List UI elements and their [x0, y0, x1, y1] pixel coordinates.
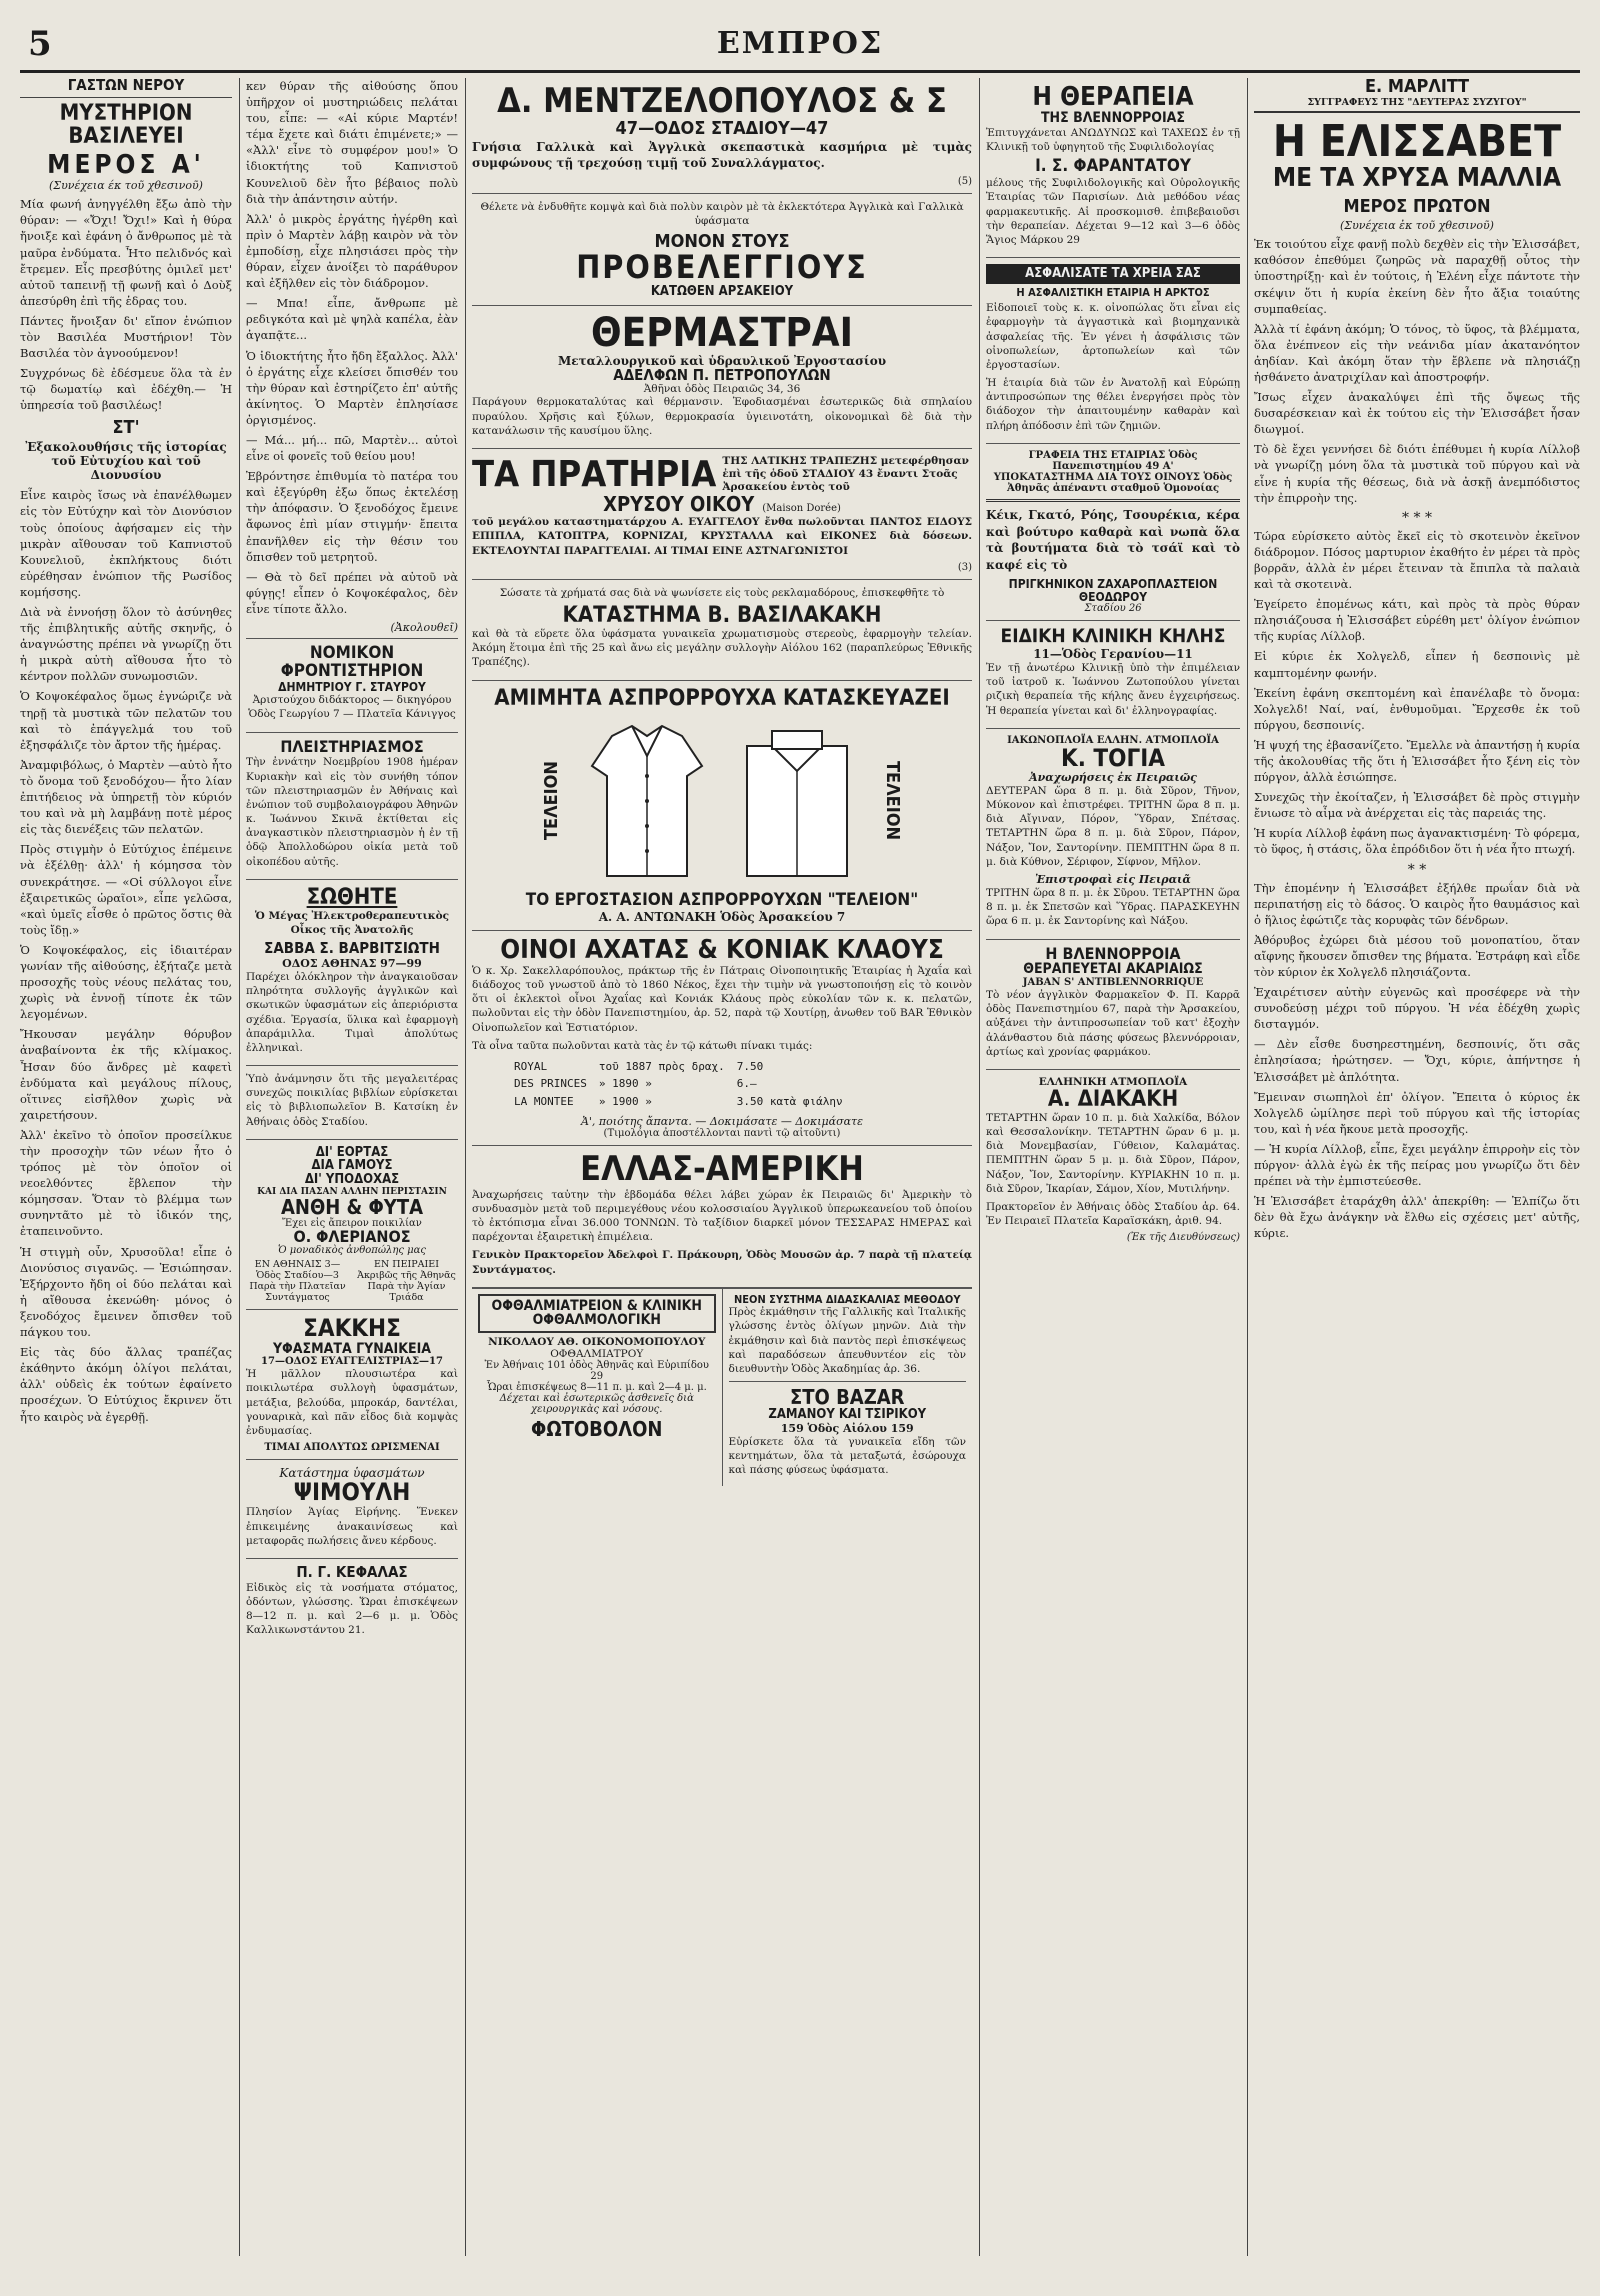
serial-paragraph: Ἐκείνη ἐφάνη σκεπτομένη καὶ ἐπανέλαβε τὸ ὄνομα: Χολγελδ! Ναί, ναί, ἐνθυμοῦμαι. Ἔρχεσθε ἐκ τοῦ πύργου, δεσποινίς. — [1254, 685, 1580, 732]
serial-paragraph: Μία φωνή ἀνηγγέλθη ἔξω ἀπὸ τὴν θύραν: — «Ὄχι! Ὄχι!» Καὶ ἡ θύρα ἤνοιξε καὶ ἐφάνη ὁ ἄνθρωπος μὲ τὰ μαῦρα ἐνδύματα. Ἦτο πελιδνός καὶ ἔτρεμεν. Εἷς πρεσβύτης ὁμιλεῖ μετ' αὐτοῦ ταπεινῇ τῇ φωνῇ καὶ ὁ Δοὺξ ἀπεσύρθη ἐπὶ τῆς ἑδρας του. — [20, 197, 232, 308]
ad-title: ΦΩΤΟΒΟΛΟΝ — [531, 1417, 663, 1442]
ad-title: ΕΛΛΑΣ-ΑΜΕΡΙΚΗ — [580, 1149, 864, 1190]
ad-text: καὶ θὰ τὰ εὕρετε ὅλα ὑφάσματα γυναικεῖα χρωματισμοὺς στερεοὺς, ἐφαρμογὴν τελείαν. Ἀκόμη ἕτοιμα ἐπὶ τῆς 25 καὶ ἄνω εἰς μεγάλην συλλογὴν Αἰόλου 162 (παραπλεύρως Ἐθνικῆς Τραπέζης). — [472, 628, 972, 669]
ad-subtitle: JABAN S' ANTIBLENNORRIQUE — [1022, 976, 1204, 988]
serial-paragraph: — Μπα! εἶπε, ἄνθρωπε μὲ ρεδιγκότα καὶ μὲ ψηλὰ καπέλα, ἐὰν ἀγαπᾷτε... — [246, 296, 458, 343]
serial-paragraph: Συνεχῶς τὴν ἐκοίταζεν, ἡ Ἐλισσάβετ δὲ πρὸς στιγμὴν ἔνιωσε τὸ αἷμα νὰ ἀνέρχεται εἰς τὰς παρειάς της. — [1254, 790, 1580, 821]
newspaper-title: ΕΜΠΡΟΣ — [716, 26, 884, 61]
serial-paragraph: Ἀθόρυβος ἐχώρει διὰ μέσου τοῦ μονοπατίου, ὅταν αἴφνης ἤκουσεν ὄπισθεν της βήματα. Ἐστράφη καὶ εἶδε τὸν κύριον ἐκ Χολγελδ πλησιάζοντα. — [1254, 932, 1580, 980]
ad-text: Παρέχει ὁλόκληρον τὴν ἀναγκαιοῦσαν πληρότητα συλλογῆς ἀγγλικῶν καὶ σκωτικῶν ὑφασμάτων εἰς ἀπεριόριστα σχέδια. Ἐργασία, ὕλικα καὶ ἐφαρμογὴ ἀπαράμιλλα. Τιμαὶ ἀπολύτως ἐλληνικαὶ. — [246, 970, 458, 1054]
serial-paragraph: Ἐγείρετο ἐπομένως κάτι, καὶ πρὸς τὰ πρὸς θύραν πλησιάζουσα ἡ Ἐλισσάβετ εὑρέθη μετ' ὀλίγον ἐνώπιον τῆς κυρίας Λίλλοβ. — [1254, 597, 1580, 644]
serial-paragraph: Τὸ δὲ ἔχει γεννήσει δὲ διότι ἐπέθυμει ἡ κυρία Λίλλοβ νὰ γνωρίζῃ μόνη ὅλα τὰ μυστικὰ τοῦ πύργου καὶ νὰ εἶνε ἡ κυρία τῆς θέσεως, διὰ νὰ ἀσκῇ ἀνεμπόδιστος τὴν ἐπιρροὴν της. — [1254, 442, 1580, 505]
section-break: * * — [1407, 861, 1427, 878]
serial-paragraph: Ὁ Κοψοκέφαλος, εἰς ἰδιαιτέραν γωνίαν τῆς αἰθούσης, ἐξήταζε μετὰ προσοχῆς τοὺς νέους πελάτας του, χωρὶς νὰ ἐννοῇ τίποτε ἐκ τῶν λεγομένων. — [20, 942, 232, 1022]
wine-price-row — [514, 1076, 853, 1091]
serial-paragraph: Ἀλλ' ἐκεῖνο τὸ ὁποῖον προσείλκυε τὴν προσοχὴν τῶν νέων ἦτο ὁ τρόπος μὲ τὸν ὁποῖον οἱ νεοελθόντες ἔβλεπον τὴν κόμησσαν. Ὅταν τὸ βλέμμα των συνηντᾶτο μὲ τὸ ἰδικόν της, ἐταπεινοῦντο. — [20, 1127, 232, 1239]
ad-line: Ἀ', ποιότης ἄπαντα. — Δοκιμάσατε — Δοκιμάσατε — [580, 1115, 864, 1129]
ad-line: Κατάστημα ὑφασμάτων — [279, 1466, 425, 1481]
ad-name: ΠΡΙΓΚΗΝΙΚΟΝ ΖΑΧΑΡΟΠΛΑΣΤΕΙΟΝ ΘΕΟΔΩΡΟΥ — [1008, 576, 1218, 604]
wine-price-cell: » 1890 » — [598, 1077, 652, 1091]
ad-title: Π. Γ. ΚΕΦΑΛΑΣ — [296, 1562, 408, 1581]
ad-text: Ἐπιτυγχάνεται ΑΝΩΔΥΝΩΣ καὶ ΤΑΧΕΩΣ ἐν τῇ Κλινικῇ τοῦ ὑφηγητοῦ τῆς Συφιλιδολογίας — [986, 126, 1240, 154]
ad-title: ΠΛΕΙΣΤΗΡΙΑΣΜΟΣ — [280, 736, 424, 756]
ad-line: ΕΛΛΗΝΙΚΗ ΑΤΜΟΠΛΟΪΑ — [1038, 1075, 1188, 1088]
ad-psimouli — [246, 1460, 458, 1559]
ad-title: Η ΘΕΡΑΠΕΙΑ — [1032, 82, 1194, 112]
ad-text: Πρὸς ἐκμάθησιν τῆς Γαλλικῆς καὶ Ἰταλικῆς γλώσσης ἐντὸς ὀλίγων μηνῶν. Διὰ τὴν ἐκμάθησιν καὶ διὰ παντὸς περὶ ἐπισκέψεως καὶ παραδόσεων ἀπευθυντέον εἰς τὸν διευθυντὴν Ὁδὸς Ἀκαδημίας ἀρ. 36. — [728, 1306, 966, 1375]
ad-title: ΣΤΟ ΒΑΖΑR — [789, 1385, 905, 1410]
ad-ophthalmology — [472, 1289, 722, 1487]
ad-title: ΑΝΘΗ & ΦΥΤΑ — [280, 1194, 424, 1219]
ad-line: ΤΙΜΑΙ ΑΠΟΛΥΤΩΣ ΩΡΙΣΜΕΝΑΙ — [264, 1442, 440, 1454]
ad-provelengios — [472, 194, 972, 305]
ad-text: μέλους τῆς Συφιλιδολογικῆς καὶ Οὐρολογικῆς Ἑταιρίας τῶν Παρισίων. Διὰ μεθόδου νέας φαρμακευτικῆς. Αἱ προσκομισθ. ἐπιβεβαιοῦσι τὴν θεραπείαν. Δέχεται 9—12 καὶ 3—6 ὁδὸς Ἅγιος Μάρκου 29 — [986, 177, 1240, 246]
ad-stoves — [472, 306, 972, 449]
ad-subtitle: ΥΦΑΣΜΑΤΑ ΓΥΝΑΙΚΕΙΑ — [272, 1340, 432, 1357]
ad-address: 11—Ὁδὸς Γερανίου—11 — [1033, 647, 1193, 662]
serial-paragraph: Πρὸς στιγμὴν ὁ Εὐτύχιος ἐπέμεινε νὰ ἐξέλθῃ· ἀλλ' ἡ κόμησσα τὸν συνεκράτησε. — «Οἱ σύλλογοι εἶνε ἐξαιρετικῶς ὡραῖοι», εἶπε γελῶσα, «καὶ ὑμεῖς εἶσθε ὁ πρῶτος ὅστις θὰ τοὺς ἴδῃ.» — [20, 842, 232, 937]
serial-to-be-continued: (Ἀκολουθεῖ) — [246, 621, 458, 639]
ad-text: Γνήσια Γαλλικὰ καὶ Ἀγγλικὰ σκεπαστικὰ κασμήρια μὲ τιμὰς συμφώνους τῇ τρεχούσῃ τιμῇ τοῦ Συναλλάγματος. — [472, 139, 972, 171]
serial-paragraph: Ἀναμφιβόλως, ὁ Μαρτὲν —αὐτὸ ἦτο τὸ ὄνομα τοῦ ξενοδόχου— ἦτο λίαν ἐπιτήδειος νὰ ὑπηρετῇ τὸν κύριόν του καὶ νὰ μὴ λαμβάνῃ ποτὲ μέρος εἰς τὰς διενέξεις τῶν πελατῶν. — [20, 757, 232, 837]
serial-paragraph: Ἡ Ἐλισσάβετ ἐταράχθη ἀλλ' ἀπεκρίθη: — Ἐλπίζω ὅτι δὲν θὰ ἔχω ἀνάγκην νὰ ἔλθω εἰς σχέσεις μετ' αὐτῆς, κύριε. — [1254, 1194, 1580, 1241]
ad-line: ΤΕΛΕΙΟΝ — [541, 761, 563, 841]
ad-dentist — [246, 1559, 458, 1647]
ad-text: Ὁ Μέγας Ἠλεκτροθεραπευτικὸς Οἶκος τῆς Ἀνατολῆς — [255, 909, 449, 937]
ad-text: ΤΡΙΤΗΝ ὥρα 8 π. μ. ἐκ Σῦρου. ΤΕΤΑΡΤΗΝ ὥρα 8 π. μ. ἐκ Σπετσῶν καὶ Ὕδρας. ΠΑΡΑΣΚΕΥΗΝ ὥρα 6 π. μ. ἐκ Σαντορίνης καὶ Νάξου. — [986, 886, 1240, 928]
ad-text: Δέχεται καὶ ἐσωτερικῶς ἀσθενεῖς διὰ χειρουργικὰς καὶ νόσους. — [499, 1393, 694, 1416]
ad-auction — [246, 733, 458, 880]
ad-tailor — [246, 880, 458, 1066]
wine-price-table — [512, 1057, 855, 1111]
ad-address: Σταδίου 26 — [1084, 603, 1142, 615]
folded-shirt-illustration — [732, 716, 862, 886]
serial-paragraph: Ἀλλὰ τί ἐφάνη ἀκόμη; Ὁ τόνος, τὸ ὕφος, τὰ βλέμματα, ὅλα ἐνέπνεον εἰς τὴν νεάνιδα μίαν ἀκατανόητον ἀηδίαν. Καὶ ἀκόμη ὅταν τὴν ἔβλεπε νὰ πλησιάζῃ ἠσθάνετο ἀνατριχίλαν καὶ ἀποστροφήν. — [1254, 321, 1580, 385]
ad-line: ΓΡΑΦΕΙΑ ΤΗΣ ΕΤΑΙΡΙΑΣ Ὁδὸς Πανεπιστημίου 49 Α' — [1028, 449, 1198, 472]
ad-address: 47—ΟΔΟΣ ΣΤΑΔΙΟΥ—47 — [615, 117, 829, 139]
ad-address: Ἐν Ἀθήναις 101 ὁδὸς Ἀθηνᾶς καὶ Εὐριπίδου 29 — [484, 1360, 709, 1383]
serial-paragraph: Τὴν ἑπομένην ἡ Ἐλισσάβετ ἐξήλθε πρωΐαν διὰ νὰ περιπατήσῃ εἰς τὸ δάσος. Ὁ καιρὸς ἦτο θαυμάσιος καὶ ὁ ἥλιος ἐφώτιζε τὰς κορυφὰς τῶν δένδρων. — [1254, 880, 1580, 927]
serial-continuation: (Συνέχεια ἐκ τοῦ χθεσινοῦ) — [1340, 219, 1494, 233]
ad-title: ΤΟ ΕΡΓΟΣΤΑΣΙΟΝ ΑΣΠΡΟΡΡΟΥΧΩΝ "ΤΕΛΕΙΟΝ" — [525, 889, 919, 910]
ad-subtitle: Η ΑΣΦΑΛΙΣΤΙΚΗ ΕΤΑΙΡΙΑ Η ΑΡΚΤΟΣ — [1016, 285, 1210, 299]
section-number: ΣΤ' — [112, 417, 140, 439]
ad-text: ΔΕΥΤΕΡΑΝ ὥρα 8 π. μ. διὰ Σῦρον, Τῆνον, Μύκονον καὶ ἐπιστρέφει. ΤΡΙΤΗΝ ὥρα 8 π. μ. διὰ Αἴγιναν, Πόρον, Ὕδραν, Σπέτσας. ΤΕΤΑΡΤΗΝ ὥρα 8 π. μ. διὰ Σῦρον, Πάρον, Νάξον, Ἴον, Σαντορίνην. ΠΕΜΠΤΗΝ ὥρα 8 π. μ. διὰ Κύθνον, Σέριφον, Σίφνον, Μῆλον. — [986, 784, 1240, 868]
ad-title: Δ. ΜΕΝΤΖΕΛΟΠΟΥΛΟΣ & Σ — [497, 81, 947, 121]
ad-text: Ἡ μᾶλλον πλουσιωτέρα καὶ ποικιλωτέρα συλλογὴ ὑφασμάτων, μετάξια, βελούδα, μπροκάρ, δαντέλαι, γουναρικὰ, καὶ πᾶν εἶδος διὰ κομψὰς ἐνδυμασίας. — [246, 1368, 458, 1437]
wine-price-cell: 7.50 — [736, 1059, 764, 1073]
wine-price-cell: τοῦ 1887 πρὸς δραχ. — [598, 1059, 725, 1073]
ad-name: ΑΔΕΛΦΩΝ Π. ΠΕΤΡΟΠΟΥΛΩΝ — [613, 365, 831, 384]
ad-line: ΔΙΑ ΓΑΜΟΥΣ — [311, 1158, 393, 1174]
serial-paragraph: Ἤκουσαν μεγάλην θόρυβον ἀναβαίνοντα ἐκ τῆς κλίμακος. Ἦσαν δύο ἄνδρες μὲ καφετὶ ἐνδύματα καὶ μεγάλους πίλους, οἵτινες εἰσῆλθον χωρὶς νὰ χαιρετήσουν. — [20, 1027, 232, 1122]
ad-line: ΙΑΚΩΝΟΠΛΟΪΑ ΕΛΛΗΝ. ΑΤΜΟΠΛΟΪΑ — [1007, 734, 1219, 746]
ad-line: ΤΕΛΕΙΟΝ — [881, 761, 903, 841]
ad-subtitle: Ἐπιστροφαὶ εἰς Πειραιᾶ — [1035, 872, 1191, 886]
ad-text: Τὸ νέον ἀγγλικὸν Φαρμακεῖον Φ. Π. Καρρᾶ ὁδὸς Πανεπιστημίου 67, παρὰ τὴν Ἀρσακείου, αὐξάνει τὴν ἀντιπροσωπείαν τοῦ κατ' ἐξοχὴν ἀλάνθαστου διὰ πάσης φύσεως βλεννόρροιαν, ἀρτίως καὶ χρονίας φαρμάκου. — [986, 988, 1240, 1058]
column-rule — [465, 78, 466, 2256]
ad-pastry — [986, 444, 1240, 621]
serial-paragraph: Ἐχαιρέτισεν αὐτὴν εὐγενῶς καὶ προσέφερε νὰ τὴν συνοδεύσῃ μέχρι τοῦ πύργου. Ἡ νέα ἐδέχθη χωρὶς δισταγμόν. — [1254, 985, 1580, 1032]
serial-continuation: (Συνέχεια έκ τοῦ χθεσινοῦ) — [49, 179, 203, 193]
ad-text: Ὁ κ. Χρ. Σακελλαρόπουλος, πράκτωρ τῆς ἐν Πάτραις Οἰνοποιητικῆς Ἑταιρίας ἡ Ἀχαΐα καὶ διάδοχος τοῦ γνωστοῦ ἀπὸ τὸ 1860 Νέκος, ἔχει τὴν τιμὴν νὰ γνωστοποιήσῃ εἰς τὸ κοινὸν ὅτι οἱ ἐκλεκτοὶ οἶνοι Ἀχαΐας καὶ Κονιάκ Κλάους πρὸς εὐκολίαν τῶν κ. κ. πελατῶν, πωλοῦνται εἰς τὴν ὁδὸν Πανεπιστημίου, ἀρ. 52, παρὰ τῷ Χουτίρῃ, ἀνωθεν τοῦ BAR Ἑθνικὸν Οἰνοπωλεῖον καὶ Ἐστιατόριον. — [472, 964, 972, 1034]
serial-paragraph: — Μά... μή... πῶ, Μαρτὲν... αὐτοὶ εἶνε οἱ φονεῖς τοῦ θείου μου! — [246, 432, 458, 464]
ad-text: Τὰ οἶνα ταῦτα πωλοῦνται κατὰ τὰς ἐν τῷ κάτωθι πίνακι τιμάς: — [472, 1039, 813, 1052]
ad-law-tutoring — [246, 639, 458, 733]
ad-text: Κέικ, Γκατό, Ρόης, Τσουρέκια, κέρα καὶ βούτυρο καθαρὰ καὶ νωπὰ ὅλα τὰ βουτήματα διὰ τὸ τσάϊ καὶ τὸ καφέ εἰς τὸ — [986, 507, 1240, 573]
serial-paragraph: — Ἡ κυρία Λίλλοβ, εἶπε, ἔχει μεγάλην ἐπιρροὴν εἰς τὸν πύργον· ἀλλὰ ἐγὼ ἐκ τῆς πείρας μου γνωρίζω ὅτι δὲν πρέπει νὰ τὴν ἐμπιστεύεσθε. — [1254, 1141, 1580, 1189]
ad-bank-shops — [472, 449, 972, 580]
wine-price-cell: LA MONTEE — [514, 1094, 574, 1108]
newspaper-page — [20, 20, 1580, 2256]
ad-insurance — [986, 258, 1240, 444]
serial-paragraph: Εἶνε καιρὸς ἴσως νὰ ἐπανέλθωμεν εἰς τὸν Εὐτύχην καὶ τὸν Διονύσιον τοὺς ὁποίους ἀφήσαμεν εἰς τὴν μικρὰν αἴθουσαν τοῦ Καπνιστοῦ Κουνελιοῦ, ἐκπλήκτους διότι εὑρέθησαν ἐνώπιον τῆς Ρωσίδος κομήσσης. — [20, 488, 232, 599]
wine-price-row — [514, 1094, 853, 1109]
ad-address: 17—ΟΔΟΣ ΕΥΑΓΓΕΛΙΣΤΡΙΑΣ—17 — [261, 1356, 443, 1368]
ad-text: Ἡ ἑταιρία διὰ τῶν ἐν Ἀνατολῇ καὶ Εὐρώπῃ ἀντιπροσώπων της θέλει ἐνεργήσει πρὸς τὸν διάδοχον τὴν ἀπαιτουμένην καθαρὰν καὶ πλήρη ἀπόδοσιν ἐπὶ τῶν ζημιῶν. — [986, 377, 1240, 432]
ad-therapy — [986, 78, 1240, 258]
serial-paragraph: Πάντες ἤνοιξαν δι' εἴπον ἐνώπιον τὸν Βασιλέα Μυστήριον! Τὸν Βασιλέα τὸν ἀγνοούμενον! — [20, 313, 232, 361]
ad-title: ΕΙΔΙΚΗ ΚΛΙΝΙΚΗ ΚΗΛΗΣ — [1000, 625, 1226, 648]
ad-subtitle: ΘΕΡΑΠΕΥΕΤΑΙ ΑΚΑΡΙΑΙΩΣ — [1023, 961, 1203, 978]
serial-part: ΜΕΡΟΣ Α' — [47, 149, 205, 180]
ad-subtitle: ΚΑΤΩΘΕΝ ΑΡΣΑΚΕΙΟΥ — [650, 284, 794, 299]
ad-mentzelopoulos — [472, 78, 972, 194]
ad-title: ΣΑΚΚΗΣ — [303, 1314, 401, 1343]
ad-wines — [472, 931, 972, 1147]
section-subtitle: Ἐξακολουθήσις τῆς ἱστορίας τοῦ Εὐτυχίου καὶ τοῦ Διονυσίου — [25, 440, 227, 483]
ad-name: Α. ΔΙΑΚΑΚΗ — [1047, 1086, 1179, 1112]
ad-text: Παράγουν θερμοκαταλύτας καὶ θέρμανσιν. Ἐφοδιασμέναι ἐσωτερικῶς διὰ σπηλαίου πυραύλου. Χρῆσις καὶ ξύλων, θερμοκρασία ὑγιεινοτάτη, οἰκονομικαὶ δὲ διὰ τὴν κατανάλωσιν τῆς καυσίμου ὕλης. — [472, 396, 972, 437]
ad-name: ΝΙΚΟΛΑΟΥ ΑΘ. ΟΙΚΟΝΟΜΟΠΟΥΛΟΥ — [488, 1336, 706, 1349]
ad-name: (Maison Dorée) — [762, 503, 841, 515]
serial-author-note: ΣΥΓΓΡΑΦΕΥΣ ΤΗΣ "ΔΕΥΤΕΡΑΣ ΣΥΖΥΓΟΥ" — [1254, 97, 1580, 113]
ad-address: ΕΝ ΑΘΗΝΑΙΣ 3—Ὁδὸς Σταδίου—3 Παρὰ τὴν Πλατεῖαν Συντάγματος — [249, 1259, 346, 1304]
ad-steamship-togia — [986, 729, 1240, 940]
ad-language-school — [722, 1289, 973, 1487]
ad-text: Εὑρίσκετε ὅλα τὰ γυναικεῖα εἴδη τῶν κεντημάτων, ὅλα τὰ μεταξωτά, ἐσώρουχα καὶ πάσης φύσεως ὑφάσματα. — [728, 1435, 966, 1477]
ad-name: Ι. Σ. ΦΑΡΑΝΤΑΤΟΥ — [1035, 156, 1191, 177]
ad-title: ΑΣΦΑΛΙΣΑΤΕ ΤΑ ΧΡΕΙΑ ΣΑΣ — [986, 264, 1240, 284]
serial-title: Η ΕΛΙΣΣΑΒΕΤ — [1272, 115, 1562, 167]
masthead — [20, 20, 1580, 73]
ad-blennorrhea — [986, 940, 1240, 1070]
serial-paragraph: Ἡ στιγμὴ οὖν, Χρυσοῦλα! εἶπε ὁ Διονύσιος σιγανῶς. — Ἐσιώπησαν. Ἐξήρχοντο ἤδη οἱ δύο πελάται καὶ ἡ αἴθουσα ἐκενώθη· μόνος ὁ ξενοδόχος ἔμεινεν ὄπισθεν τοῦ πάγκου του. — [20, 1244, 232, 1340]
wine-price-cell: ROYAL — [514, 1059, 548, 1073]
ad-fabrics — [246, 1310, 458, 1460]
ad-title: ΠΡΟΒΕΛΕΓΓΙΟΥΣ — [576, 248, 868, 287]
column-rule — [979, 78, 980, 2256]
ad-florist — [246, 1140, 458, 1311]
ad-vasilakaki — [472, 580, 972, 681]
ad-subtitle: ΟΦΘΑΛΜΙΑΤΡΟΥ — [550, 1348, 644, 1361]
ad-linen — [472, 681, 972, 931]
ad-text: ΤΗΣ ΛΑΤΙΚΗΣ ΤΡΑΠΕΖΗΣ μετεφέρθησαν ἐπὶ τῆς ὁδοῦ ΣΤΑΔΙΟΥ 43 ἔναντι Στοᾶς Ἀρσακείου ἐντὸς τοῦ — [722, 454, 969, 494]
ad-title: ΨΙΜΟΥΛΗ — [293, 1478, 411, 1507]
ad-name: Κ. ΤΟΓΙΑ — [1060, 743, 1166, 772]
ad-line: ΔΙ' ΕΟΡΤΑΣ — [315, 1144, 389, 1160]
ad-text: ΤΕΤΑΡΤΗΝ ὥραν 10 π. μ. διὰ Χαλκίδα, Βόλον καὶ Θεσσαλονίκην. ΤΕΤΑΡΤΗΝ ὥραν 6 μ. μ. διὰ Μονεμβασίαν, Γύθειον, Καλαμάτας. ΠΕΜΠΤΗΝ ὥραν 5 μ. μ. διὰ Σῦρον, Πάρον, Νάξον, Ἴον, Σαντορίνην. ΚΥΡΙΑΚΗΝ 10 π. μ. διὰ Σῦρον, Ἰκαρίαν, Σάμον, Χίον, Μυτιλήνην. — [986, 1111, 1240, 1195]
column-2 — [246, 78, 458, 2256]
ad-text: Πλησίον Ἁγίας Εἰρήνης. Ἕνεκεν ἐπικειμένης ἀνακαινίσεως καὶ μεταφορᾶς πωλήσεις ἄνευ κέρδους. — [246, 1506, 458, 1547]
serial-paragraph: Ἔμειναν σιωπηλοὶ ἐπ' ὀλίγον. Ἔπειτα ὁ κύριος ἐκ Χολγελδ ὡμίλησε περὶ τοῦ πύργου καὶ τῆς ἱστορίας του, καὶ ἡ νέα ἤκουε μετὰ προσοχῆς. — [1254, 1089, 1580, 1136]
ad-line: (Τιμολόγια ἀποστέλλονται παντὶ τῷ αἰτοῦντι) — [603, 1128, 841, 1140]
serial-paragraph: — Θὰ τὸ δεῖ πρέπει νὰ αὐτοῦ νὰ φύγῃς! εἶπεν ὁ Κοψοκέφαλος, δὲν εἶνε τίποτε ἄλλο. — [246, 569, 458, 616]
ad-line: Ὁ μοναδικὸς ἀνθοπώλης μας — [278, 1245, 426, 1257]
ad-text: Ἐν τῇ ἀνωτέρω Κλινικῇ ὑπὸ τὴν ἐπιμέλειαν τοῦ ἰατροῦ κ. Ἰωάννου Ζωτοπούλου γίνεται ριζικὴ θεραπεία τῆς κήλης ἄνευ ἐγχειρήσεως. Ἡ θεραπεία γίνεται καὶ δι' ἐλληνογραφίας. — [986, 662, 1240, 717]
page-number: 5 — [28, 24, 52, 64]
wine-price-cell: 3.50 κατὰ φιάλην — [736, 1094, 843, 1108]
ad-title: ΑΜΙΜΗΤΑ ΑΣΠΡΟΡΡΟΥΧΑ ΚΑΤΑΣΚΕΥΑΖΕΙ — [494, 685, 950, 711]
serial-paragraph: Ὁ Κοψοκέφαλος ὅμως ἐγνώριζε νὰ τηρῇ τὰ μυστικὰ τῶν πελατῶν του καὶ τὸ ἐπάγγελμά του τοῦ ἐξησφάλιζε τὸν ἄρτον τῆς ἡμέρας. — [20, 689, 232, 752]
ad-name: ΖΑΜΑΝΟΥ ΚΑΙ ΤΣΙΡΙΚΟΥ — [768, 1407, 927, 1423]
wine-price-cell: » 1900 » — [598, 1094, 652, 1108]
wine-price-row — [514, 1059, 853, 1074]
wine-price-cell: DES PRINCES — [514, 1077, 587, 1091]
section-break: * * * — [1402, 509, 1432, 526]
ad-subtitle: ΤΗΣ ΒΛΕΝΝΟΡΡΟΙΑΣ — [1040, 110, 1186, 127]
shirt-illustration — [582, 716, 712, 886]
ad-name: Α. Α. ΑΝΤΩΝΑΚΗ Ὁδὸς Ἀρσακείου 7 — [598, 909, 846, 924]
serial-paragraph: Ἐβρόντησε ἐπιθυμία τὸ πατέρα του καὶ ἐξεγύρθη ἐξω ὅπως ἐκτελέσῃ τὴν ἀπόφασιν. Ὁ ξενοδόχος ἔμεινε ἄφωνος ἐπὶ μίαν στιγμήν· ἔπειτα ἐπανῆλθεν εἰς τὴν θέσιν του ὄπισθεν τοῦ μετρητοῦ. — [246, 469, 458, 564]
ad-bookshop — [246, 1066, 458, 1140]
ad-address: ΕΝ ΠΕΙΡΑΙΕΙ Ἀκριβῶς τῆς Ἀθηνᾶς Παρὰ τὴν Ἁγίαν Τριάδα — [357, 1259, 456, 1304]
ad-name: ΧΡΥΣΟΥ ΟΙΚΟΥ — [603, 492, 755, 517]
ad-text: Ὑπὸ ἀνάμνησιν ὅτι τῆς μεγαλειτέρας συνεχῶς ποικιλίας βιβλίων εὑρίσκεται εἰς τὸ βιβλιοπωλεῖον Β. Κατσίκη ἐν Ἀθήναις ὁδὸς Σταδίου. — [246, 1073, 458, 1128]
ad-number: (3) — [957, 561, 972, 573]
ad-line: ΜΟΝΟΝ ΣΤΟΥΣ — [654, 230, 790, 252]
serial-title: ΜΥΣΤΗΡΙΟΝ ΒΑΣΙΛΕΥΕΙ — [59, 100, 193, 149]
ad-name: ΔΗΜΗΤΡΙΟΥ Γ. ΣΤΑΥΡΟΥ — [278, 679, 426, 694]
ad-line: (Ἐκ τῆς Διευθύνσεως) — [1126, 1232, 1240, 1244]
ad-number: (5) — [957, 176, 972, 188]
ad-hours: Ὧραι ἐπισκέψεως 8—11 π. μ. καὶ 2—4 μ. μ. — [486, 1382, 707, 1394]
ad-text: Ἀναχωρήσεις ταὐτην τὴν ἑβδομάδα θέλει λάβει χώραν ἐκ Πειραιῶς δι' Ἀμερικὴν τὸ συνδυασμὸν μετὰ τοῦ περιμεγέθους νέου κολοσσιαίου Ἀγγλικοῦ ὑπερωκεανείου τοῦ ὁποίου τὸ ἐκτόπισμα εἶναι 36.000 ΤΟΝΝΩΝ. Τὸ ταξίδιον διαρκεῖ μόνον ΤΕΣΣΑΡΑΣ ΗΜΕΡΑΣ καὶ παρέχονται ἐξαιρετικὴ ἐπιμέλεια. — [472, 1188, 972, 1244]
ad-title: Η ΒΛΕΝΝΟΡΡΟΙΑ — [1045, 943, 1181, 963]
ad-name: ΣΑΒΒΑ Σ. ΒΑΡΒΙΤΣΙΩΤΗ — [264, 939, 440, 958]
serial-paragraph: Ἐκ τοιούτου εἶχε φανῇ πολὺ δεχθὲν εἰς τὴν Ἐλισσάβετ, καθόσον ἐπεθύμει ζωηρῶς νὰ παραχθῇ οὗτος τὴν ὑποστηρίξῃ· καὶ ἐν τούτοις, ἡ Ἐλένη εἶχε πάντοτε τὴν σκέψιν ὅτι ἡ κυρία ἐκείνη δὲν ἦτο ἄξια τοιαύτης συμπαθείας. — [1254, 237, 1580, 316]
ad-text: Ἀριστούχου διδάκτορος — δικηγόρου Ὁδὸς Γεωργίου 7 — Πλατεῖα Κάνιγγος — [248, 694, 456, 721]
ad-steamship-diakaki — [986, 1070, 1240, 1249]
ad-title: ΝΟΜΙΚΟΝ ΦΡΟΝΤΙΣΤΗΡΙΟΝ — [280, 643, 424, 681]
ad-text: Σώσατε τὰ χρήματά σας διὰ νὰ ψωνίσετε εἰς τοὺς ρεκλαμαδόρους, ἐπισκεφθῆτε τὸ — [499, 586, 945, 599]
serial-paragraph: Ἡ κυρία Λίλλοβ ἐφάνη πως ἀγανακτισμένη· Τὸ φόρεμα, τὸ ὕφος, ἡ στάσις, ὅλα ἐπρόδιδον ὅτι ἡ νέα ἦτο πτωχή. — [1254, 826, 1580, 857]
column-rule — [239, 78, 240, 2256]
ad-text: Τὴν ἐννάτην Νοεμβρίου 1908 ἡμέραν Κυριακὴν καὶ εἰς τὸν συνήθη τόπον τῶν πλειστηριασμῶν ἐν Ἀθήναις καὶ ἐνώπιον τοῦ συμβολαιογράφου Ἀθηνῶν κ. Ἰωάννου Σκινᾶ ἐκτίθεται εἰς ἀναγκαστικὸν πλειστηριασμὸν ἡ ἐν τῇ ὁδῷ Ἀπολλοδώρου οἰκία μετὰ τοῦ οἰκοπέδου αὐτῆς. — [246, 756, 458, 868]
ad-address: Ἀθῆναι ὁδὸς Πειραιῶς 34, 36 — [643, 383, 801, 396]
column-rule — [1247, 78, 1248, 2256]
ad-text: τοῦ μεγάλου καταστηματάρχου Α. ΕΥΑΓΓΕΛΟΥ ἔνθα πωλοῦνται ΠΑΝΤΟΣ ΕΙΔΟΥΣ ΕΠΙΠΛΑ, ΚΑΤΟΠΤΡΑ, ΚΟΡΝΙΖΑΙ, ΚΡΥΣΤΑΛΛΑ καὶ ΕΙΚΟΝΕΣ διὰ δόσεων. ΕΚΤΕΛΟΥΝΤΑΙ ΠΑΡΑΓΓΕΛΙΑΙ. ΑΙ ΤΙΜΑΙ ΕΙΝΕ ΑΣΤΝΑΓΩΝΙΣΤΟΙ — [472, 516, 972, 557]
ad-address: 159 Ὁδὸς Αἰόλου 159 — [780, 1421, 914, 1435]
serial-paragraph: Εἰ κύριε ἐκ Χολγελδ, εἶπεν ἡ δεσποινὶς μὲ καμπτομένην φωνήν. — [1254, 649, 1580, 680]
ad-text: Πρακτορεῖον ἐν Ἀθήναις ὁδὸς Σταδίου ἀρ. 64. Ἐν Πειραιεῖ Πλατεῖα Καραϊσκάκη, ἀριθ. 94. — [986, 1200, 1240, 1228]
serial-paragraph: Διὰ νὰ ἐννοήσῃ ὅλον τὸ ἀσύνηθες τῆς ἐπιβλητικῆς αὐτῆς σκηνῆς, ὁ ἀναγνώστης πρέπει νὰ γνωρίζῃ ὅτι ἡ μικρὰ αὐτὴ αἴθουσα ἦτο τὸ κέντρον πολλῶν συνωμοσιῶν. — [20, 605, 232, 684]
serial-paragraph: Τώρα εὑρίσκετο αὐτὸς ἔκεῖ εἰς τὸ σκοτεινὸν ἐκεῖνον διάδρομον. Πόσος μαρτυριον ἐκαθήτο ἐν μέρει τὰ πρὸς βορρᾶν, ἀλλὰ ἐν μέρει ἔτειναν τὰ ἔπιπλα τὰ παλαιὰ καὶ τὰ σκοτεινὰ. — [1254, 528, 1580, 592]
serial-paragraph: Ὁ ἰδιοκτήτης ἦτο ἤδη ἔξαλλος. Ἀλλ' ὁ ἐργάτης εἶχε κλείσει ὄπισθέν του τὴν θύραν καὶ ἐστηρίζετο ἐπ' αὐτῆς ἀκίνητος. Ὁ Μαρτὲν ἐπλησίασε ὀργισμένος. — [246, 348, 458, 427]
ad-title: ΤΑ ΠΡΑΤΗΡΙΑ — [472, 453, 717, 495]
ad-title: ΘΕΡΜΑΣΤΡΑΙ — [591, 309, 853, 356]
serial-paragraph: Εἰς τὰς δύο ἄλλας τραπέζας ἐκάθηντο ἀκόμη ὀλίγοι πελάται, ἀλλ' οὐδεὶς ἐκ τούτων ἐφαίνετο προσέχων. Ὁ Εὐτύχιος ἔκρινεν ὅτι ἦτο καιρὸς νὰ ἐγερθῇ. — [20, 1345, 232, 1424]
column-3-ads — [472, 78, 972, 2256]
serial-paragraph: Ἀλλ' ὁ μικρὸς ἐργάτης ἠγέρθη καὶ πρὶν ὁ Μαρτὲν λάβῃ καιρὸν νὰ τὸν ἐμποδίσῃ, εἶχε πλησιάσει πρὸς τὴν θύραν, εἶχεν ἀνοίξει τὸ παράθυρον καὶ ἐξῆλθεν εἰς τὸν διάδρομον. — [246, 211, 458, 291]
ad-text: Θέλετε νὰ ἐνδυθῆτε κομψὰ καὶ διὰ πολὺν καιρὸν μὲ τὰ ἐκλεκτότερα Ἀγγλικὰ καὶ Γαλλικὰ ὑφάσματα — [480, 201, 964, 228]
serial-paragraph: Ἡ ψυχή της ἐβασανίζετο. Ἔμελλε νὰ ἀπαντήσῃ ἡ κυρία τῆς ἀκολουθίας τῆς ὅτι ἡ Ἐλισσάβετ ἦτο ξένη εἰς τὸν πύργον, ἀλλὰ ἐσιώπησε. — [1254, 737, 1580, 785]
serial-paragraph: Συγχρόνως δὲ ἐδέσμευε ὅλα τὰ ἐν τῷ δωματίῳ καὶ ἐδέχθη.— Ἡ ὑπηρεσία τοῦ βασιλέως! — [20, 366, 232, 413]
serial-author: ΓΑΣΤΩΝ ΝΕΡΟΥ — [20, 78, 232, 98]
ad-hernia-clinic — [986, 621, 1240, 729]
serial-paragraph: Ἴσως εἶχεν ἀνακαλύψει ἐπὶ τῆς ὄψεως τῆς δυσαρέσκειαν καὶ ἐκ τούτου εἰς τὴν Ἐλισσάβετ ἦσαν διωγμοί. — [1254, 390, 1580, 437]
ad-address: ΟΔΟΣ ΑΘΗΝΑΣ 97—99 — [282, 956, 422, 970]
column-4-ads — [986, 78, 1240, 2256]
ad-line: ΔΙ' ΥΠΟΔΟΧΑΣ — [304, 1171, 400, 1187]
serial-paragraph: — Δὲν εἶσθε δυσηρεστημένη, δεσποινίς, ὅτι σᾶς ἐπλησίασα; ἠρώτησεν. — Ὄχι, κύριε, ἀπήντησε ἡ Ἐλισσάβετ μὲ ἀπλότητα. — [1254, 1037, 1580, 1084]
serial-title: ΜΕ ΤΑ ΧΡΥΣΑ ΜΑΛΛΙΑ — [1272, 163, 1562, 194]
ad-greece-america — [472, 1146, 972, 1288]
ad-title: ΟΙΝΟΙ ΑΧΑΤΑΣ & ΚΟΝΙΑΚ ΚΛΑΟΥΣ — [500, 934, 944, 965]
wine-price-cell: 6.— — [736, 1077, 757, 1091]
ad-line: ΥΠΟΚΑΤΑΣΤΗΜΑ ΔΙΑ ΤΟΥΣ ΟΙΝΟΥΣ Ὁδὸς Ἀθηνᾶς ἀπέναντι σταθμοῦ Ὁμονοίας — [993, 471, 1233, 494]
ad-text: Γενικὸν Πρακτορεῖον Ἀδελφοὶ Γ. Πράκουρη, Ὁδὸς Μουσῶν ἀρ. 7 παρὰ τῇ πλατείᾳ Συντάγματος. — [472, 1249, 972, 1276]
ad-name: Ο. ΦΛΕΡΙΑΝΟΣ — [293, 1226, 411, 1246]
ad-subtitle: Ἀναχωρήσεις ἐκ Πειραιῶς — [1029, 770, 1197, 784]
column-5-serial — [1254, 78, 1580, 2256]
ad-subtitle: Μεταλλουργικοῦ καὶ ὑδραυλικοῦ Ἐργοστασίου — [557, 353, 887, 368]
ad-line: ΚΑΙ ΔΙΑ ΠΑΣΑΝ ΑΛΛΗΝ ΠΕΡΙΣΤΑΣΙΝ — [257, 1186, 447, 1197]
ad-title: ΚΑΤΑΣΤΗΜΑ Β. ΒΑΣΙΛΑΚΑΚΗ — [562, 602, 882, 628]
ad-text: Εἰδικὸς εἰς τὰ νοσήματα στόματος, ὀδόντων, γλώσσης. Ὥραι ἐπισκέψεων 8—12 π. μ. καὶ 2—6 μ. μ. Ὁδὸς Καλλικωνστάντου 21. — [246, 1581, 458, 1637]
ad-title: ΟΦΘΑΛΜΙΑΤΡΕΙΟΝ & ΚΛΙΝΙΚΗ ΟΦΘΑΛΜΟΛΟΓΙΚΗ — [478, 1294, 716, 1333]
serial-author: Ε. ΜΑΡΛΙΤΤ — [1364, 78, 1470, 97]
ad-line: Ἔχει εἰς ἄπειρον ποικιλίαν — [282, 1217, 422, 1229]
serial-paragraph: κεν θύραν τῆς αἰθούσης ὅπου ὑπῆρχον οἱ μυστηριώδεις πελάται του, εἶπε: — «Αἱ κύριε Μαρτέν! τέμα ἔχετε καὶ διάτι ἐπιμένετε;» — «Ἀλλ' εἶνε τὸ συμφέρον μου!» Ὁ ἰδιοκτήτης τοῦ Καπνιστοῦ Κουνελιοῦ δὲν ἦτο βέβαιος πολὺ διὰ τὴν ἀπάντησιν αὐτήν. — [246, 79, 458, 206]
ad-title: ΣΩΘΗΤΕ — [306, 884, 398, 910]
serial-part: ΜΕΡΟΣ ΠΡΩΤΟΝ — [1343, 196, 1491, 218]
ad-title: ΝΕΟΝ ΣΥΣΤΗΜΑ ΔΙΔΑΣΚΑΛΙΑΣ ΜΕΘΟΔΟΥ — [734, 1292, 961, 1306]
ad-text: Εἰδοποιεῖ τοὺς κ. κ. οἰνοπώλας ὅτι εἶναι εἰς ἐφαρμογὴν τὰ ἀγγαστικὰ καὶ βιομηχανικὰ ἀσφαλείας τῆς. Ἐν γένει ἡ ἀσφάλισις τῶν οἰνοπωλείων, ἀρτοπωλείων καὶ τῶν ἐργοστασίων. — [986, 302, 1240, 371]
column-1-serial — [20, 78, 232, 2256]
